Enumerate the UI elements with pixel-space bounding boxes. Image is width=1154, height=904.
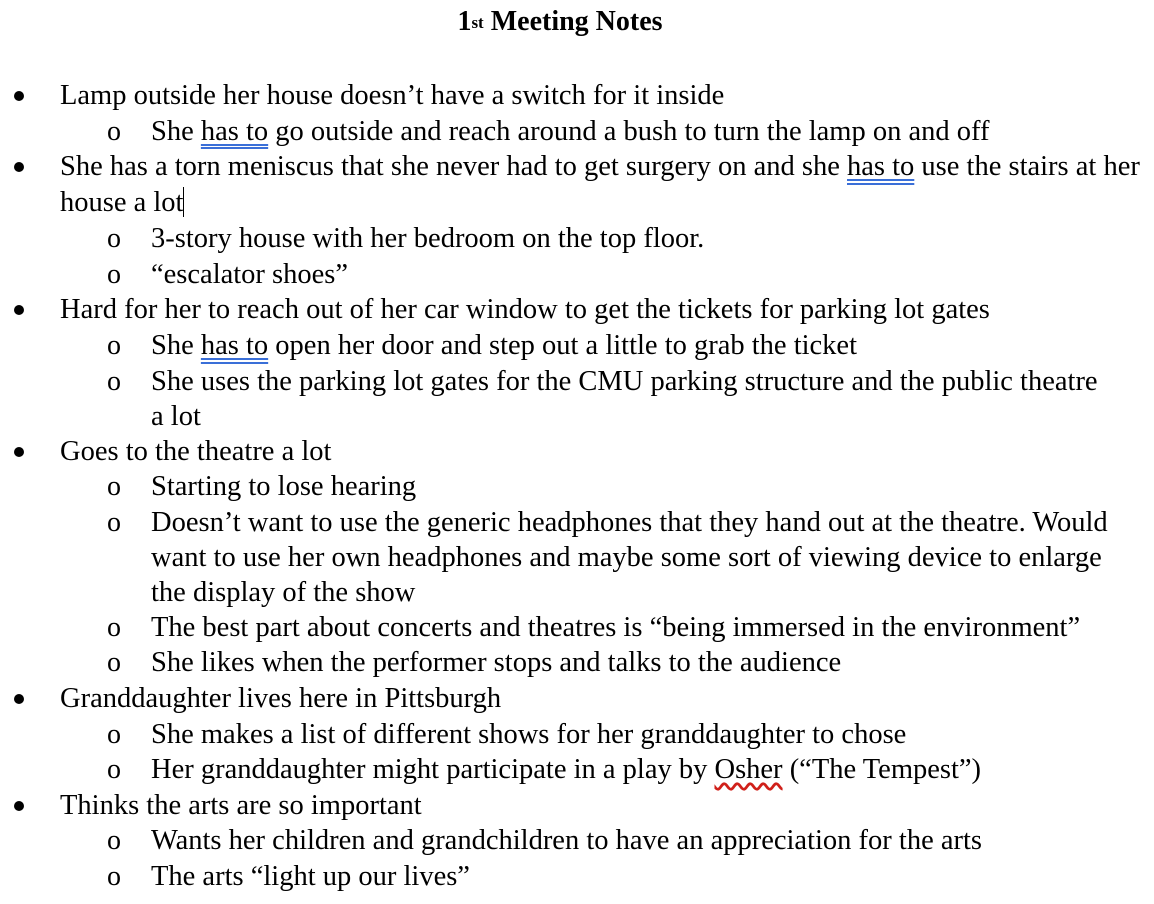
sub-bullet-text: She makes a list of different shows for her granddaughter to chose bbox=[151, 718, 907, 750]
bullet-text: Hard for her to reach out of her car window to get the tickets for parking lot gates bbox=[60, 294, 990, 326]
sub-bullet-text: 3-story house with her bedroom on the top floor. bbox=[151, 223, 705, 255]
bullet-dot-icon bbox=[14, 447, 24, 457]
bullet-text: Lamp outside her house doesn’t have a switch for it inside bbox=[60, 80, 725, 111]
bullet-item[interactable] bbox=[0, 681, 1154, 717]
circle-bullet-icon: o bbox=[107, 506, 121, 538]
circle-bullet-icon: o bbox=[107, 115, 121, 147]
bullet-text: Thinks the arts are so important bbox=[60, 789, 422, 821]
sub-bullet-item[interactable] bbox=[0, 221, 1154, 257]
sub-bullet-text: Her granddaughter might participate in a play by Osher (“The Tempest”) bbox=[151, 754, 982, 786]
circle-bullet-icon: o bbox=[107, 647, 121, 679]
sub-bullet-item[interactable] bbox=[0, 328, 1154, 364]
sub-bullet-item[interactable] bbox=[0, 257, 1154, 293]
bullet-text: Goes to the theatre a lot bbox=[60, 435, 332, 467]
sub-bullet-text: Wants her children and grandchildren to have an appreciation for the arts bbox=[151, 825, 982, 857]
bullet-item[interactable] bbox=[0, 434, 1154, 470]
sub-bullet-item[interactable] bbox=[0, 610, 1154, 646]
bullet-dot-icon bbox=[14, 694, 24, 704]
sub-bullet-item[interactable] bbox=[0, 752, 1154, 788]
bullet-text: She has a torn meniscus that she never had to get surgery on and she has to use the stairs at her house a lot bbox=[60, 151, 1140, 219]
sub-bullet-text: She uses the parking lot gates for the CMU parking structure and the public theatre a lot bbox=[151, 365, 1098, 432]
sub-bullet-item[interactable] bbox=[0, 114, 1154, 150]
sub-bullet-text: The arts “light up our lives” bbox=[151, 860, 470, 892]
sub-bullet-text: “escalator shoes” bbox=[151, 258, 349, 290]
bullet-text: Granddaughter lives here in Pittsburgh bbox=[60, 682, 502, 714]
circle-bullet-icon: o bbox=[107, 223, 121, 255]
sub-bullet-item[interactable] bbox=[0, 505, 1111, 610]
bullet-dot-icon bbox=[14, 91, 24, 101]
bullet-dot-icon bbox=[14, 305, 24, 315]
bullet-dot-icon bbox=[14, 162, 24, 172]
circle-bullet-icon: o bbox=[107, 754, 121, 786]
circle-bullet-icon: o bbox=[107, 329, 121, 361]
page-title bbox=[0, 6, 1120, 38]
sub-bullet-text: Doesn’t want to use the generic headphones that they hand out at the theatre. Would want to use her own headphones and maybe some sort of viewing device to enlarge the display of the show bbox=[151, 506, 1108, 608]
grammar-underline[interactable]: has to bbox=[847, 151, 915, 183]
notes-body[interactable] bbox=[0, 78, 1154, 895]
bullet-item[interactable] bbox=[0, 788, 1154, 824]
bullet-item[interactable] bbox=[0, 78, 1154, 114]
sub-bullet-text: She has to go outside and reach around a bush to turn the lamp on and off bbox=[151, 115, 990, 147]
circle-bullet-icon: o bbox=[107, 471, 121, 503]
circle-bullet-icon: o bbox=[107, 718, 121, 750]
title-number: 1 bbox=[457, 6, 472, 37]
sub-bullet-text: The best part about concerts and theatres is “being immersed in the environment” bbox=[151, 611, 1081, 643]
circle-bullet-icon: o bbox=[107, 365, 121, 397]
sub-bullet-item[interactable] bbox=[0, 364, 1111, 434]
circle-bullet-icon: o bbox=[107, 825, 121, 857]
sub-bullet-item[interactable] bbox=[0, 645, 1154, 681]
sub-bullet-text: Starting to lose hearing bbox=[151, 471, 417, 503]
text-cursor bbox=[183, 187, 184, 217]
bullet-dot-icon bbox=[14, 801, 24, 811]
sub-bullet-text: She likes when the performer stops and talks to the audience bbox=[151, 647, 842, 679]
bullet-item[interactable] bbox=[0, 149, 1140, 221]
spelling-underline[interactable]: Osher bbox=[714, 754, 783, 786]
circle-bullet-icon: o bbox=[107, 258, 121, 290]
sub-bullet-text: She has to open her door and step out a little to grab the ticket bbox=[151, 329, 858, 361]
title-text: Meeting Notes bbox=[483, 6, 663, 37]
circle-bullet-icon: o bbox=[107, 611, 121, 643]
sub-bullet-item[interactable] bbox=[0, 859, 1154, 895]
sub-bullet-item[interactable] bbox=[0, 823, 1154, 859]
title-ordinal-suffix: st bbox=[471, 13, 484, 32]
grammar-underline[interactable]: has to bbox=[200, 115, 269, 147]
sub-bullet-item[interactable] bbox=[0, 717, 1154, 753]
grammar-underline[interactable]: has to bbox=[200, 329, 269, 361]
circle-bullet-icon: o bbox=[107, 860, 121, 892]
sub-bullet-item[interactable] bbox=[0, 469, 1154, 505]
bullet-item[interactable] bbox=[0, 292, 1154, 328]
